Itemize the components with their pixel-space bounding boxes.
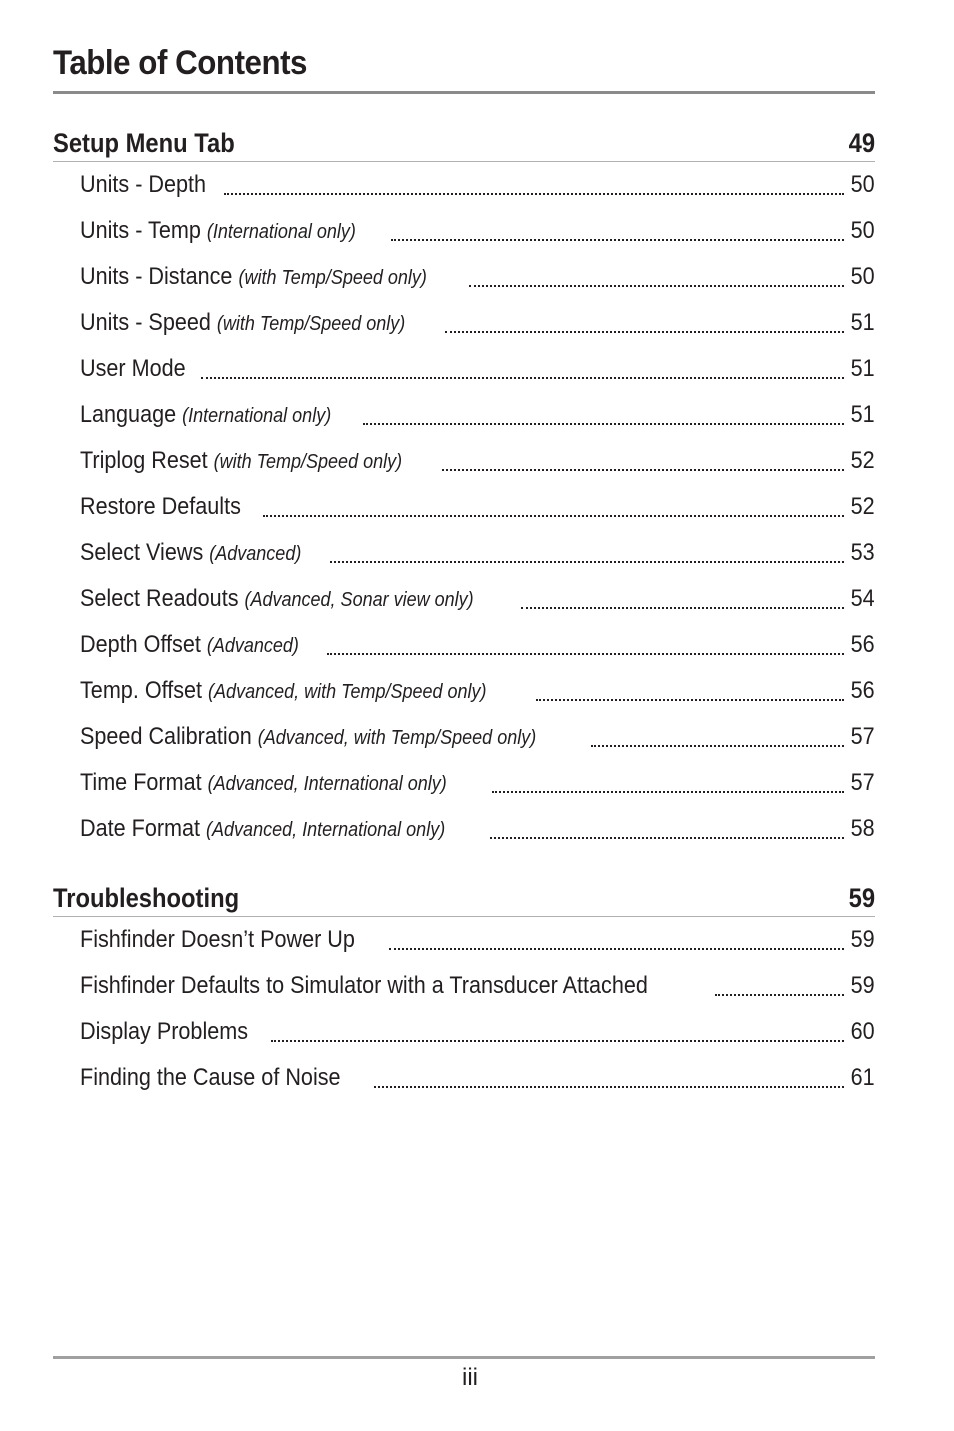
dot-leader — [442, 445, 844, 471]
toc-entry[interactable] — [80, 254, 875, 300]
entry-page-number: 52 — [850, 493, 875, 520]
dot-leader — [521, 583, 844, 609]
toc-entry[interactable] — [80, 622, 875, 668]
entry-label — [80, 401, 331, 429]
entry-page-number: 56 — [850, 631, 875, 658]
entry-label — [80, 723, 536, 751]
entry-page-number: 51 — [850, 355, 875, 382]
entry-title: Depth Offset — [80, 631, 201, 658]
dot-leader — [224, 169, 844, 195]
entry-title: Select Views — [80, 539, 204, 566]
page-title: Table of Contents — [53, 44, 308, 82]
entry-title: Triplog Reset — [80, 447, 208, 474]
entry-title: Select Readouts — [80, 585, 239, 612]
entry-title: Units - Depth — [80, 171, 207, 198]
entry-title: Fishfinder Defaults to Simulator with a Transducer Attached — [80, 972, 648, 999]
entry-page-number: 51 — [850, 309, 875, 336]
dot-leader — [271, 1016, 845, 1042]
entry-label — [80, 769, 447, 797]
entry-page-number: 51 — [850, 401, 875, 428]
entry-title: Temp. Offset — [80, 677, 203, 704]
section-heading[interactable] — [53, 123, 875, 162]
dot-leader — [715, 970, 844, 996]
entry-title: Display Problems — [80, 1018, 249, 1045]
toc-entry[interactable] — [80, 714, 875, 760]
entry-label — [80, 355, 186, 383]
entry-note: (International only) — [206, 221, 356, 243]
entry-page-number: 59 — [850, 926, 875, 953]
entry-note: (Advanced) — [209, 543, 302, 565]
footer-divider — [53, 1356, 875, 1359]
entry-title: Language — [80, 401, 177, 428]
entry-page-number: 59 — [850, 972, 875, 999]
entry-title: Finding the Cause of Noise — [80, 1064, 341, 1091]
entry-title: Units - Distance — [80, 263, 233, 290]
entry-page-number: 52 — [850, 447, 875, 474]
toc-entry[interactable] — [80, 760, 875, 806]
toc-entry[interactable] — [80, 668, 875, 714]
entry-label — [80, 631, 299, 659]
section-title: Troubleshooting — [53, 883, 240, 913]
entry-title: User Mode — [80, 355, 186, 382]
toc-section — [53, 878, 875, 1101]
entry-list — [53, 917, 875, 1101]
entry-page-number: 53 — [850, 539, 875, 566]
entry-note: (Advanced, International only) — [206, 819, 446, 841]
entry-title: Time Format — [80, 769, 202, 796]
entry-title: Fishfinder Doesn’t Power Up — [80, 926, 355, 953]
entry-label — [80, 539, 301, 567]
dot-leader — [374, 1062, 845, 1088]
dot-leader — [330, 537, 844, 563]
section-page-number: 49 — [848, 128, 875, 158]
dot-leader — [263, 491, 845, 517]
toc-entry[interactable] — [80, 806, 875, 852]
entry-label — [80, 815, 445, 843]
entry-note: (with Temp/Speed only) — [238, 267, 427, 289]
entry-note: (Advanced) — [206, 635, 299, 657]
entry-page-number: 50 — [850, 171, 875, 198]
entry-title: Speed Calibration — [80, 723, 252, 750]
dot-leader — [363, 399, 844, 425]
entry-list — [53, 162, 875, 852]
toc-entry[interactable] — [80, 162, 875, 208]
toc-entry[interactable] — [80, 1009, 875, 1055]
dot-leader — [469, 261, 844, 287]
entry-note: (Advanced, Sonar view only) — [244, 589, 474, 611]
toc-entry[interactable] — [80, 438, 875, 484]
toc-entry[interactable] — [80, 392, 875, 438]
entry-note: (Advanced, with Temp/Speed only) — [208, 681, 487, 703]
entry-label — [80, 217, 356, 245]
entry-label — [80, 171, 206, 199]
entry-page-number: 57 — [850, 723, 875, 750]
entry-page-number: 58 — [850, 815, 875, 842]
toc-entry[interactable] — [80, 346, 875, 392]
entry-label — [80, 1018, 248, 1046]
entry-title: Restore Defaults — [80, 493, 241, 520]
entry-note: (with Temp/Speed only) — [216, 313, 406, 335]
dot-leader — [445, 307, 844, 333]
section-title: Setup Menu Tab — [53, 128, 235, 158]
entry-title: Date Format — [80, 815, 201, 842]
dot-leader — [327, 629, 844, 655]
dot-leader — [391, 215, 845, 241]
entry-note: (Advanced, International only) — [207, 773, 447, 795]
entry-label — [80, 585, 474, 613]
dot-leader — [492, 767, 845, 793]
entry-note: (International only) — [182, 405, 332, 427]
toc-entry[interactable] — [80, 963, 875, 1009]
entry-note: (with Temp/Speed only) — [213, 451, 403, 473]
entry-label — [80, 447, 402, 475]
entry-page-number: 50 — [850, 263, 875, 290]
entry-label — [80, 972, 648, 1000]
entry-page-number: 56 — [850, 677, 875, 704]
dot-leader — [490, 813, 845, 839]
toc-entry[interactable] — [80, 576, 875, 622]
entry-label — [80, 493, 241, 521]
entry-label — [80, 309, 405, 337]
dot-leader — [536, 675, 845, 701]
toc-entry[interactable] — [80, 484, 875, 530]
toc-entry[interactable] — [80, 300, 875, 346]
entry-note: (Advanced, with Temp/Speed only) — [257, 727, 537, 749]
toc-entry[interactable] — [80, 530, 875, 576]
entry-title: Units - Speed — [80, 309, 211, 336]
title-divider — [53, 91, 875, 94]
section-page-number: 59 — [848, 883, 875, 913]
dot-leader — [591, 721, 844, 747]
entry-page-number: 61 — [850, 1064, 875, 1091]
entry-title: Units - Temp — [80, 217, 201, 244]
toc-entry[interactable] — [80, 1055, 875, 1101]
toc-entry[interactable] — [80, 917, 875, 963]
dot-leader — [201, 353, 844, 379]
section-heading[interactable] — [53, 878, 875, 917]
entry-label — [80, 1064, 341, 1092]
toc-entry[interactable] — [80, 208, 875, 254]
toc-section — [53, 123, 875, 852]
entry-page-number: 50 — [850, 217, 875, 244]
entry-page-number: 54 — [850, 585, 875, 612]
entry-page-number: 60 — [850, 1018, 875, 1045]
dot-leader — [389, 924, 844, 950]
entry-label — [80, 926, 355, 954]
entry-label — [80, 263, 427, 291]
entry-page-number: 57 — [850, 769, 875, 796]
entry-label — [80, 677, 487, 705]
footer-page-number: iii — [462, 1364, 478, 1391]
